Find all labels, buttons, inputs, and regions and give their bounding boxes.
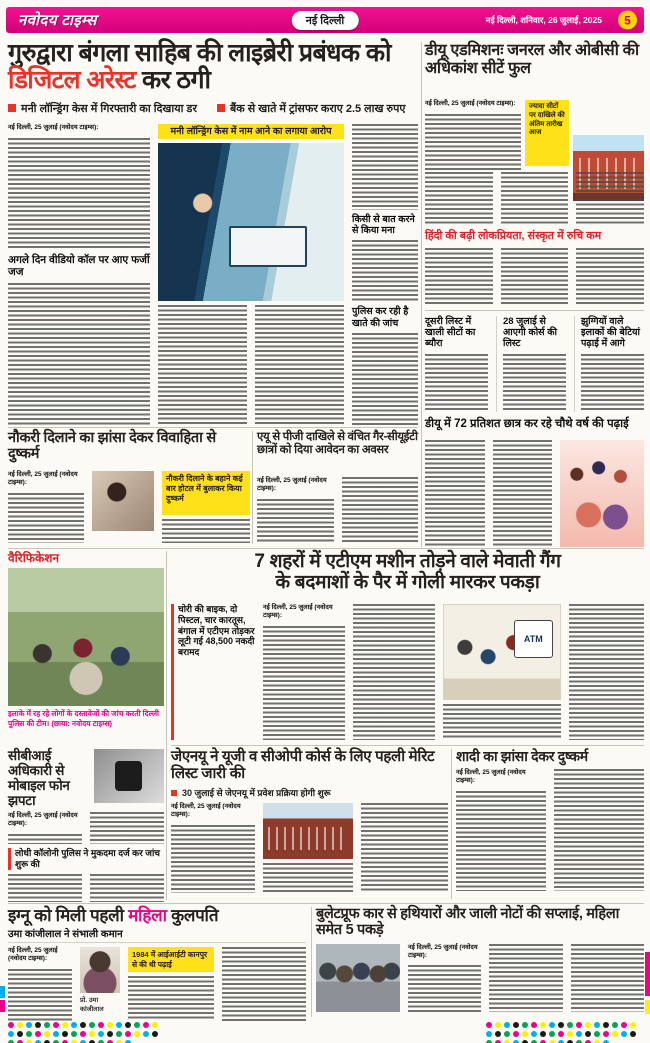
- lead-story: [8, 40, 418, 426]
- article-dateline: नई दिल्ली, 25 जुलाई (नवोदय टाइम्स):: [8, 812, 78, 828]
- ignou-headline-highlight: महिला: [128, 906, 167, 925]
- registration-dot: [621, 1031, 627, 1037]
- au-body-row: [257, 477, 418, 543]
- du-box-girls-title: झुग्गियों वाले इलाकों की बेटियां पढ़ाई में आगे: [581, 316, 641, 350]
- body-text: [576, 172, 644, 224]
- registration-dot: [116, 1022, 122, 1028]
- du-box-girls: [574, 316, 644, 412]
- lead-photo-heading: मनी लॉन्ड्रिंग केस में नाम आने का लगाया आरोप: [158, 124, 344, 139]
- bullet-square-icon: [171, 790, 177, 796]
- cbi-text-column: [8, 812, 82, 844]
- lead-headline-tail: कर ठगी: [135, 65, 211, 94]
- body-text: [8, 138, 150, 250]
- section-rule: [8, 548, 644, 549]
- phone-shape: [115, 761, 142, 791]
- registration-dot: [53, 1022, 59, 1028]
- au-text-column: [257, 477, 334, 543]
- naukri-text-column: [8, 471, 84, 543]
- lead-bullet-item: [8, 101, 197, 116]
- jnu-photo-column: [263, 803, 353, 893]
- masthead-dateline: नई दिल्ली, शनिवार, 26 जुलाई, 2025: [485, 14, 602, 25]
- ignou-headline-tail: कुलपति: [166, 906, 219, 925]
- body-text: [489, 944, 562, 1012]
- body-text: [158, 305, 247, 426]
- registration-dot: [495, 1031, 501, 1037]
- body-text: [569, 604, 644, 740]
- body-text: [128, 976, 214, 1021]
- registration-dot: [576, 1022, 582, 1028]
- body-text: [352, 333, 418, 426]
- au-headline: एयू से पीजी दाखिले से वंचित गैर-सीयूईटी छात्रों को दिया आवेदन का अवसर: [257, 431, 418, 456]
- atm-illustration-column: [443, 604, 561, 740]
- lead-bullet-item: [217, 101, 406, 116]
- naukri-body-row: [8, 471, 250, 543]
- shaadi-dushkarm-story: [456, 749, 644, 899]
- edge-color-mark-right-yellow: [645, 1000, 650, 1014]
- body-text: [503, 354, 566, 412]
- lead-left-column: [8, 124, 150, 426]
- registration-dot: [125, 1022, 131, 1028]
- registration-dot: [603, 1031, 609, 1037]
- body-text: [222, 947, 306, 1021]
- ignou-portrait-column: [80, 947, 120, 1021]
- registration-dot: [486, 1031, 492, 1037]
- lead-right-column: [352, 124, 418, 426]
- body-text: [162, 519, 250, 543]
- body-text: [342, 477, 419, 543]
- registration-dot: [17, 1022, 23, 1028]
- registration-dot: [89, 1031, 95, 1037]
- building-windows-shape: [268, 827, 347, 851]
- bullet-square-icon: [217, 104, 225, 112]
- registration-dot: [504, 1031, 510, 1037]
- lead-headline-text: गुरुद्वारा बंगला साहिब की लाइब्रेरी प्रबंधक को: [8, 39, 391, 67]
- students-illustration-image: [560, 440, 644, 547]
- section-rule: [425, 310, 644, 311]
- registration-dot: [558, 1022, 564, 1028]
- registration-dot: [107, 1031, 113, 1037]
- registration-dot: [522, 1031, 528, 1037]
- registration-dot: [486, 1022, 492, 1028]
- ignou-headline: [8, 907, 306, 926]
- lead-bullet-1: मनी लॉन्ड्रिंग केस में गिरफ्तारी का दिखाया डर: [21, 102, 197, 115]
- verification-photo-image: [8, 568, 164, 706]
- ignou-subhead: उमा कांजीलाल ने संभाली कमान: [8, 929, 306, 944]
- body-text: [8, 874, 82, 902]
- body-text: [90, 812, 164, 844]
- registration-dot: [8, 1022, 14, 1028]
- column-rule: [166, 551, 167, 900]
- cbi-phone-snatch-story: [8, 749, 164, 899]
- jnu-bullet-row: [171, 786, 448, 799]
- body-text: [571, 944, 644, 1012]
- body-text: [501, 248, 569, 304]
- atm-body-row: [171, 604, 644, 740]
- lead-headline-highlight: डिजिटल अरेस्ट: [8, 65, 136, 94]
- jnu-text-column: [171, 803, 255, 893]
- body-text: [255, 305, 344, 426]
- body-text: [493, 440, 553, 547]
- registration-dot: [62, 1022, 68, 1028]
- crosshead-du-72-percent: डीयू में 72 प्रतिशत छात्र कर रहे चौथे वर्ष की पढ़ाई: [425, 418, 629, 430]
- column-rule: [421, 42, 422, 547]
- body-text: [425, 114, 521, 170]
- body-text: [263, 626, 345, 740]
- registration-dot: [558, 1031, 564, 1037]
- verification-photo-section: [8, 551, 164, 743]
- article-dateline: नई दिल्ली, 25 जुलाई (नवोदय टाइम्स):: [425, 100, 516, 107]
- registration-dot: [585, 1022, 591, 1028]
- registration-dot: [522, 1022, 528, 1028]
- registration-dot: [35, 1022, 41, 1028]
- naukri-photo-note: नौकरी दिलाने के बहाने कई बार होटल में बुलाकर किया दुष्कर्म: [162, 471, 250, 515]
- registration-dot: [116, 1031, 122, 1037]
- arrested-suspects-image: [316, 944, 400, 1012]
- lead-bullet-2: बैंक से खाते में ट्रांसफर कराए 2.5 लाख रुपए: [229, 102, 406, 115]
- article-dateline: नई दिल्ली, 25 जुलाई (नवोदय टाइम्स):: [8, 124, 99, 131]
- body-text: [361, 803, 448, 893]
- atm-police-chase-illustration: [443, 604, 561, 700]
- column-rule: [451, 749, 452, 899]
- vc-portrait-caption: प्रो. उमा कांजीलाल: [80, 997, 104, 1013]
- registration-dot: [549, 1031, 555, 1037]
- registration-dot: [35, 1031, 41, 1037]
- registration-dot: [134, 1031, 140, 1037]
- print-registration-dots-left: [8, 1022, 158, 1039]
- crosshead-hindi-popularity: हिंदी की बढ़ी लोकप्रियता, संस्कृत में रुचि कम: [425, 230, 602, 242]
- body-text: [8, 493, 84, 543]
- body-text: [257, 499, 334, 543]
- registration-dot: [17, 1031, 23, 1037]
- registration-dot: [630, 1031, 636, 1037]
- phone-snatch-image: [94, 749, 164, 803]
- registration-dot: [98, 1022, 104, 1028]
- edge-color-mark-cyan: [0, 986, 5, 998]
- jnu-bullet-text: 30 जुलाई से जेएनयू में प्रवेश प्रक्रिया होगी शुरू: [182, 788, 331, 798]
- du-mid-columns-2: [425, 248, 644, 304]
- atm-van-shape: [514, 620, 553, 658]
- registration-dot: [612, 1022, 618, 1028]
- body-text: [352, 240, 418, 302]
- naukri-note-column: [162, 471, 250, 543]
- verification-caption: इलाके में रह रहे लोगों के दस्तावेजों की जांच करती दिल्ली पुलिस की टीम। (छाया: नवोदय टाइम्स): [8, 709, 159, 728]
- du-box-vacant-title: दूसरी लिस्ट में खाली सीटों का ब्यौरा: [425, 316, 476, 350]
- ignou-vc-story: [8, 907, 306, 1017]
- section-rule: [171, 745, 644, 746]
- jnu-headline: जेएनयू ने यूजी व सीओपी कोर्स के लिए पहली मेरिट लिस्ट जारी की: [171, 748, 435, 782]
- registration-dot: [8, 1031, 14, 1037]
- du-headline: डीयू एडमिशनः जनरल और ओबीसी की अधिकांश सीटें फुल: [425, 42, 639, 77]
- registration-dot: [504, 1022, 510, 1028]
- shaadi-body-row: [456, 769, 644, 891]
- article-dateline: नई दिल्ली, 25 जुलाई (नवोदय टाइम्स):: [408, 943, 478, 959]
- registration-dot: [594, 1031, 600, 1037]
- atm-headline-line1: 7 शहरों में एटीएम मशीन तोड़ने वाले मेवाती गैंग: [254, 551, 561, 572]
- registration-dot: [594, 1022, 600, 1028]
- du-box-vacant-seats: [425, 316, 488, 412]
- registration-dot: [549, 1022, 555, 1028]
- body-text: [263, 863, 353, 893]
- registration-dot: [531, 1031, 537, 1037]
- article-dateline: नई दिल्ली, 25 जुलाई (नवोदय टाइम्स):: [8, 471, 78, 486]
- jnu-body-row: [171, 803, 448, 893]
- registration-dot: [531, 1022, 537, 1028]
- ignou-factbox-title: 1984 में आईआईटी कानपुर से की थी पढ़ाई: [128, 947, 214, 972]
- body-text: [425, 172, 493, 224]
- newspaper-logo: नवोदय टाइम्स: [18, 12, 97, 29]
- registration-dot: [603, 1022, 609, 1028]
- registration-dot: [152, 1031, 158, 1037]
- lead-headline: [8, 40, 418, 94]
- registration-dot: [495, 1022, 501, 1028]
- registration-dot: [540, 1031, 546, 1037]
- registration-dot: [62, 1031, 68, 1037]
- shaadi-text-column: [456, 769, 546, 891]
- body-text: [576, 248, 644, 304]
- ignou-body-row: [8, 947, 306, 1021]
- registration-dot: [567, 1031, 573, 1037]
- registration-dot: [71, 1022, 77, 1028]
- cbi-body-row-2: [8, 874, 164, 902]
- registration-dot: [107, 1022, 113, 1028]
- registration-dot: [44, 1022, 50, 1028]
- masthead: [6, 7, 644, 33]
- du-admission-story: [425, 42, 644, 547]
- registration-dot: [152, 1022, 158, 1028]
- body-text: [425, 354, 488, 412]
- registration-dot: [89, 1022, 95, 1028]
- crosshead-fake-judge: अगले दिन वीडियो कॉल पर आए फर्जी जज: [8, 253, 150, 279]
- edge-color-mark-magenta: [0, 1000, 5, 1012]
- bulletproof-text-column: [408, 944, 481, 1012]
- naukri-victim-image: [92, 471, 154, 531]
- du-bottom-row: [425, 440, 644, 547]
- body-text: [171, 825, 255, 893]
- bulletproof-smuggling-story: [316, 907, 644, 1017]
- body-text: [8, 834, 82, 844]
- registration-dot: [80, 1031, 86, 1037]
- print-registration-dots-right: [486, 1022, 638, 1039]
- registration-dot: [143, 1031, 149, 1037]
- ignou-text-column: [8, 947, 72, 1021]
- du-box-course-list: [496, 316, 566, 412]
- du-box-list-title: 28 जुलाई से आएगी कोर्स की लिस्ट: [503, 316, 557, 350]
- lead-bullet-row: [8, 101, 418, 116]
- naukri-dushkarm-story: [8, 431, 250, 544]
- body-text: [581, 354, 644, 412]
- vc-portrait-image: [80, 947, 120, 993]
- lead-under-photo-columns: [158, 305, 344, 426]
- naukri-headline: नौकरी दिलाने का झांसा देकर विवाहिता से दुष्कर्म: [8, 430, 216, 462]
- cbi-body-row-1: [8, 812, 164, 844]
- du-top-text-column: [425, 100, 521, 170]
- body-text: [425, 440, 485, 547]
- cbi-note: लोधी कॉलोनी पुलिस ने मुकदमा दर्ज कर जांच शुरू की: [8, 848, 164, 870]
- article-dateline: नई दिल्ली, 25 जुलाई (नवोदय टाइम्स):: [257, 477, 327, 492]
- du-boxes-row: [425, 316, 644, 412]
- jnu-merit-list-story: [171, 749, 448, 899]
- lead-center-column: [158, 124, 344, 426]
- cbi-headline: सीबीआई अधिकारी से मोबाइल फोन झपटा: [8, 748, 70, 808]
- cbi-top-row: [8, 749, 164, 808]
- atm-gang-story: [171, 552, 644, 742]
- bulletproof-body-row: [316, 944, 644, 1012]
- registration-dot: [630, 1022, 636, 1028]
- article-dateline: नई दिल्ली, 25 जुलाई (नवोदय टाइम्स):: [456, 769, 526, 785]
- crosshead-police-probe: पुलिस कर रही है खाते की जांच: [352, 306, 409, 329]
- body-text: [425, 248, 493, 304]
- atm-headline-line2: के बदमाशों के पैर में गोली मारकर पकड़ा: [275, 571, 540, 593]
- crosshead-no-talk: किसी से बात करने से किया मना: [352, 214, 415, 237]
- page-number-badge: 5: [618, 11, 637, 30]
- body-text: [443, 704, 561, 740]
- registration-dot: [585, 1031, 591, 1037]
- registration-dot: [143, 1022, 149, 1028]
- shaadi-headline: शादी का झांसा देकर दुष्कर्म: [456, 748, 588, 764]
- registration-dot: [513, 1022, 519, 1028]
- body-text: [8, 283, 150, 426]
- body-text: [90, 874, 164, 902]
- au-admission-story: [257, 431, 418, 544]
- body-text: [554, 769, 644, 891]
- body-text: [8, 969, 72, 1021]
- registration-dot: [26, 1022, 32, 1028]
- registration-dot: [80, 1022, 86, 1028]
- article-dateline: नई दिल्ली, 25 जुलाई (नवोदय टाइम्स):: [8, 947, 58, 963]
- registration-dot: [26, 1031, 32, 1037]
- ignou-factbox-column: [128, 947, 214, 1021]
- du-mid-columns: [425, 172, 644, 224]
- registration-dot: [576, 1031, 582, 1037]
- body-text: [456, 791, 546, 891]
- body-text: [353, 604, 435, 740]
- registration-dot: [134, 1022, 140, 1028]
- column-rule: [311, 907, 312, 1017]
- section-rule: [8, 903, 644, 904]
- registration-dot: [612, 1031, 618, 1037]
- atm-text-column: [263, 604, 345, 740]
- edition-badge: नई दिल्ली: [292, 11, 359, 30]
- article-dateline: नई दिल्ली, 25 जुलाई (नवोदय टाइम्स):: [171, 803, 241, 818]
- jnu-building-image: [263, 803, 353, 859]
- laptop-shape: [229, 226, 307, 267]
- bulletproof-headline: बुलेटप्रूफ कार से हथियारों और जाली नोटों की सप्लाई, महिला समेत 5 पकड़े: [316, 906, 620, 938]
- ignou-headline-text: इग्नू को मिली पहली: [8, 906, 129, 925]
- registration-dot: [53, 1031, 59, 1037]
- edge-color-mark-right-magenta: [645, 952, 650, 996]
- registration-dot: [44, 1031, 50, 1037]
- registration-dot: [540, 1022, 546, 1028]
- registration-dot: [125, 1031, 131, 1037]
- atm-bullet-box: चोरी की बाइक, दो पिस्टल, चार कारतूस, बंगाल में एटीएम तोड़कर लूटी गई 48,500 नकदी बरामद: [171, 604, 255, 740]
- registration-dot: [621, 1022, 627, 1028]
- digital-arrest-illustration-image: [158, 143, 344, 301]
- section-rule: [8, 427, 418, 428]
- bullet-square-icon: [8, 104, 16, 112]
- body-text: [408, 965, 481, 1011]
- column-rule: [252, 431, 253, 544]
- registration-dot: [513, 1031, 519, 1037]
- registration-dot: [98, 1031, 104, 1037]
- body-text: [352, 124, 418, 210]
- verification-label: वैरिफिकेशन: [8, 551, 60, 565]
- body-text: [501, 172, 569, 224]
- atm-van-label: ATM: [523, 633, 543, 644]
- registration-dot: [71, 1031, 77, 1037]
- registration-dot: [567, 1022, 573, 1028]
- article-dateline: नई दिल्ली, 25 जुलाई (नवोदय टाइम्स):: [263, 604, 333, 619]
- du-deadline-note: ज्यादा सीटों पर दाखिले की अंतिम तारीख आज: [525, 100, 569, 166]
